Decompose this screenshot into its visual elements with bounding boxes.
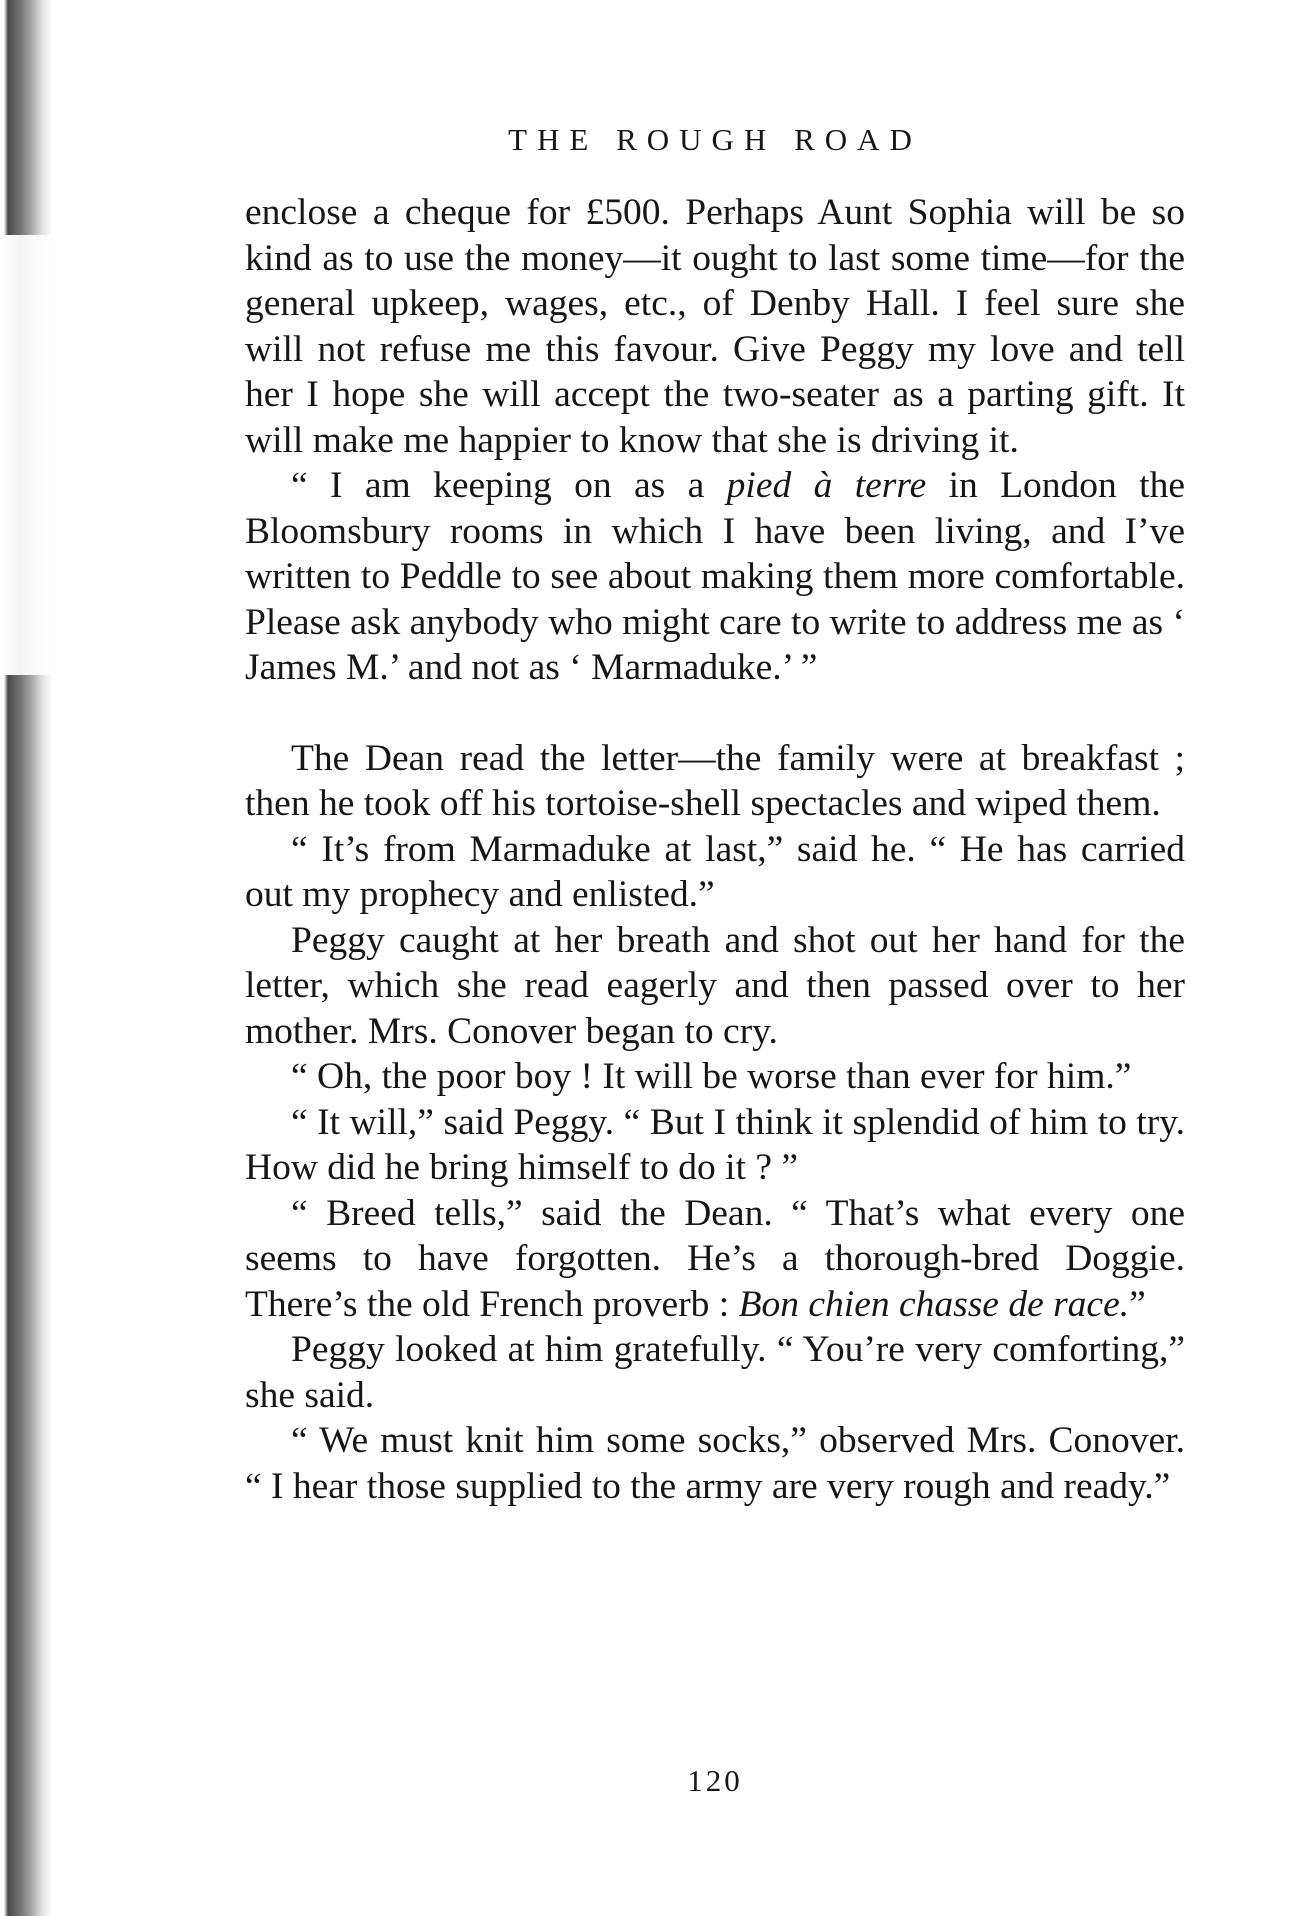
paragraph-7-text: “ It will,” said Peggy. “ But I think it splendid of him to try. How did he bring himself to do it ? ” (245, 1101, 1185, 1188)
paragraph-3-text: The Dean read the letter—the family were at breakfast ; then he took off his tortoise-shell spectacles and wiped them. (245, 737, 1185, 824)
paragraph-9-text: Peggy looked at him gratefully. “ You’re very comforting,” she said. (245, 1329, 1185, 1416)
paragraph-5-text: Peggy caught at her breath and shot out her hand for the letter, which she read eagerly and then passed over to her mother. Mrs. Conover began to cry. (245, 919, 1185, 1052)
paragraph-10-text: “ We must knit him some socks,” observed Mrs. Conover. “ I hear those supplied to the army are very rough and ready.” (245, 1420, 1185, 1507)
paragraph-8-text-a: “ Breed tells,” said the Dean. “ That’s what every one seems to have forgotten. He’s a thorough-bred Doggie. There’s the old French proverb : (245, 1192, 1185, 1325)
paragraph-4-text: “ It’s from Marmaduke at last,” said he. “ He has carried out my prophecy and enlisted.” (245, 828, 1185, 915)
paragraph-4 (245, 827, 1185, 918)
paragraph-2 (245, 463, 1185, 691)
paragraph-8 (245, 1191, 1185, 1328)
paragraph-6-text: “ Oh, the poor boy ! It will be worse than ever for him.” (291, 1056, 1132, 1097)
running-head: THE ROUGH ROAD (508, 122, 922, 157)
body-text (245, 190, 1185, 1509)
paragraph-2-text-a: “ I am keeping on as a (291, 465, 727, 506)
paragraph-1 (245, 190, 1185, 463)
paragraph-5 (245, 918, 1185, 1055)
paragraph-8-italic: Bon chien chasse de race. (738, 1283, 1130, 1325)
paragraph-10 (245, 1418, 1185, 1509)
paragraph-8-text-b: ” (1129, 1283, 1146, 1325)
paragraph-2-italic: pied à terre (726, 465, 927, 506)
paragraph-2-text-b: in London the Bloomsbury rooms in which I have been living, and I’ve written to Peddle to see about making them more comfortable. Please ask anybody who might care to write to address me as ‘ James M.’ and not as ‘ Marmaduke.’ ” (245, 465, 1185, 688)
paragraph-1-text: enclose a cheque for £500. Perhaps Aunt Sophia will be so kind as to use the money—it ought to last some time—for the general upkeep, wages, etc., of Denby Hall. I feel sure she will not refuse me this favour. Give Peggy my love and tell her I hope she will accept the two-seater as a parting gift. It will make me happier to know that she is driving it. (245, 192, 1185, 461)
paragraph-6 (245, 1054, 1185, 1100)
page-number: 120 (687, 1763, 743, 1798)
paragraph-9 (245, 1327, 1185, 1418)
paragraph-3 (245, 736, 1185, 827)
paragraph-7 (245, 1100, 1185, 1191)
page-binding-gap (0, 235, 52, 675)
